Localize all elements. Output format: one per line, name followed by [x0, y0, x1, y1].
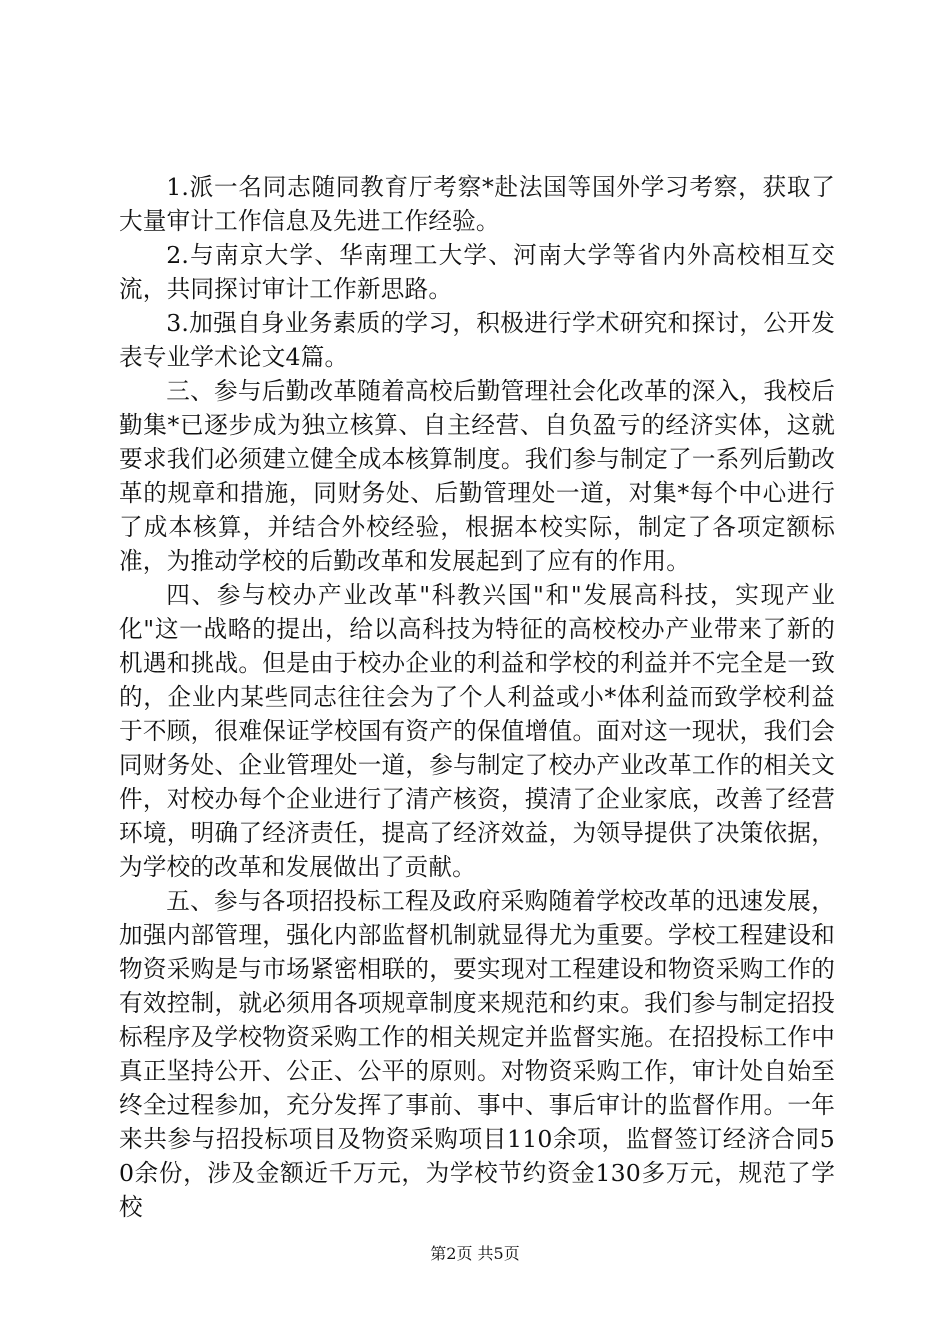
- page-number-footer: 第2页 共5页: [430, 1244, 520, 1263]
- paragraph-2: 2.与南京大学、华南理工大学、河南大学等省内外高校相互交流，共同探讨审计工作新思路。: [119, 241, 835, 303]
- document-body: [119, 170, 835, 1224]
- paragraph-1: 1.派一名同志随同教育厅考察*赴法国等国外学习考察，获取了大量审计工作信息及先进工作经验。: [119, 173, 835, 235]
- paragraph-section-4: 四、参与校办产业改革"科教兴国"和"发展高科技，实现产业化"这一战略的提出，给以高科技为特征的高校校办产业带来了新的机遇和挑战。但是由于校办企业的利益和学校的利益并不完全是一致的，企业内某些同志往往会为了个人利益或小*体利益而致学校利益于不顾，很难保证学校国有资产的保值增值。面对这一现状，我们会同财务处、企业管理处一道，参与制定了校办产业改革工作的相关文件，对校办每个企业进行了清产核资，摸清了企业家底，改善了经营环境，明确了经济责任，提高了经济效益，为领导提供了决策依据，为学校的改革和发展做出了贡献。: [119, 581, 835, 881]
- paragraph-section-3: 三、参与后勤改革随着高校后勤管理社会化改革的深入，我校后勤集*已逐步成为独立核算、自主经营、自负盈亏的经济实体，这就要求我们必须建立健全成本核算制度。我们参与制定了一系列后勤改革的规章和措施，同财务处、后勤管理处一道，对集*每个中心进行了成本核算，并结合外校经验，根据本校实际，制定了各项定额标准，为推动学校的后勤改革和发展起到了应有的作用。: [119, 377, 835, 575]
- paragraph-section-5: 五、参与各项招投标工程及政府采购随着学校改革的迅速发展，加强内部管理，强化内部监督机制就显得尤为重要。学校工程建设和物资采购是与市场紧密相联的，要实现对工程建设和物资采购工作的有效控制，就必须用各项规章制度来规范和约束。我们参与制定招投标程序及学校物资采购工作的相关规定并监督实施。在招投标工作中真正坚持公开、公正、公平的原则。对物资采购工作，审计处自始至终全过程参加，充分发挥了事前、事中、事后审计的监督作用。一年来共参与招投标项目及物资采购项目110余项，监督签订经济合同50余份，涉及金额近千万元，为学校节约资金130多万元，规范了学校: [119, 887, 835, 1221]
- paragraph-3: 3.加强自身业务素质的学习，积极进行学术研究和探讨，公开发表专业学术论文4篇。: [119, 309, 835, 371]
